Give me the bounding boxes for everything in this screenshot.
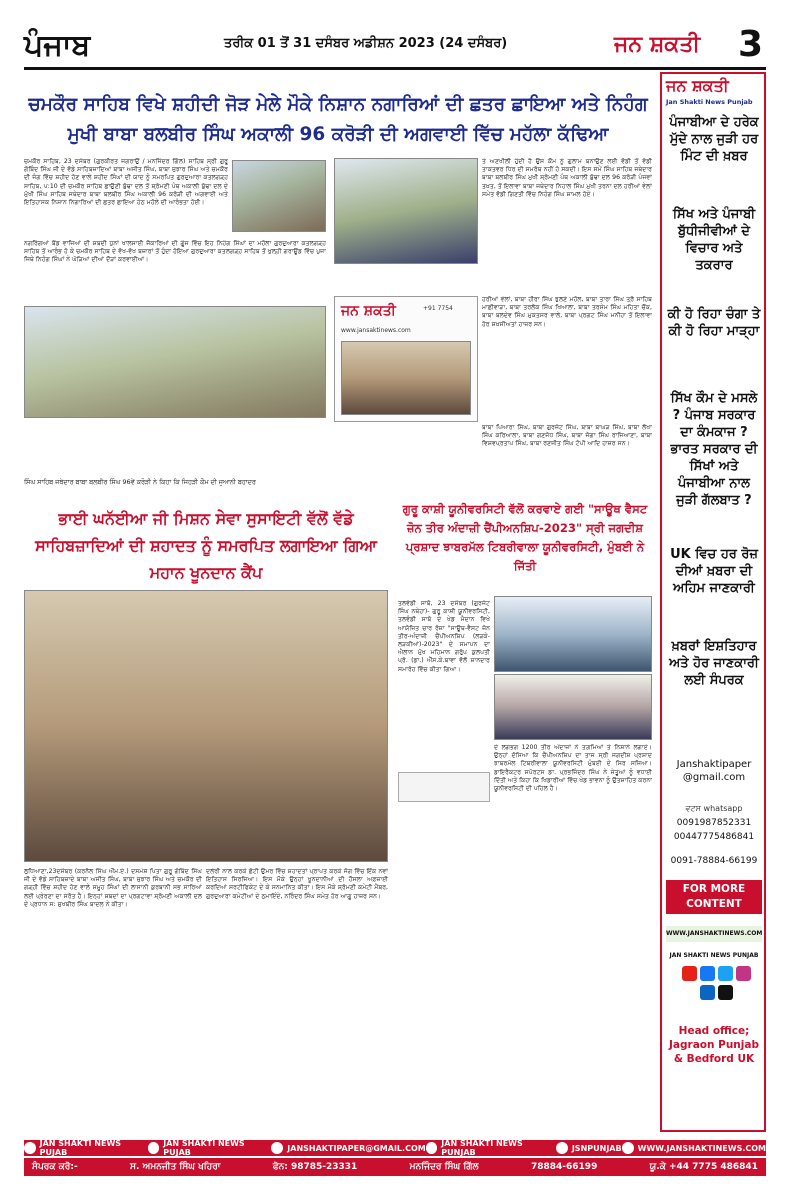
mail-icon bbox=[271, 1142, 283, 1154]
footer-item-4[interactable]: JAN SHAKTI NEWS PUNJAB bbox=[426, 1139, 556, 1157]
facebook-icon[interactable] bbox=[700, 966, 715, 981]
sidebar-block-4: ਸਿੱਖ ਕੌਮ ਦੇ ਮਸਲੇ ? ਪੰਜਾਬ ਸਰਕਾਰ ਦਾ ਕੰਮਕਾਜ ? ਭਾਰਤ ਸਰਕਾਰ ਦੀ ਸਿੱਖਾਂ ਅਤੇ ਪੰਜਾਬੀਆ ਨਾਲ ਜੁੜੀ ਗੱਲਬਾਤ ? bbox=[670, 391, 758, 508]
sidebar bbox=[660, 72, 766, 1132]
ad-photo bbox=[341, 341, 471, 415]
article1-photo-nihang bbox=[334, 158, 478, 264]
sidebar-email[interactable]: Janshaktipaper @gmail.com bbox=[676, 759, 752, 783]
article1-col2c: ਬਾਬਾ ਪਿਆਰਾ ਸਿੰਘ, ਬਾਬਾ ਗੁਰਜੰਟ ਸਿੰਘ, ਬਾਬਾ ਬਾਘੜ ਸਿੰਘ, ਬਾਬਾ ਲੱਖਾ ਸਿੰਘ ਕਰਿਆਲਾ, ਬਾਬਾ ਗਣਜੋਧ ਸਿੰਘ, ਬਾਬਾ ਜੋਗਾ ਸਿੰਘ ਰਾਜਿਆਣਾ, ਬਾਬਾ ਵਿਸ਼ਵਪ੍ਰਤਾਪ ਸਿੰਘ, ਬਾਬਾ ਰਣਜੀਤ ਸਿੰਘ ਟੱਪੀ ਆਦਿ ਹਾਜ਼ਰ ਸਨ। bbox=[482, 424, 652, 448]
footer-editor: ਸ. ਅਮਨਜੀਤ ਸਿੰਘ ਖਹਿਰਾ bbox=[130, 1162, 221, 1172]
sidebar-phone-2: 00447775486841 bbox=[673, 832, 755, 842]
sidebar-more-content[interactable]: FOR MORE CONTENT bbox=[666, 880, 762, 914]
masthead bbox=[24, 24, 766, 70]
ad-url: www.jansaktinews.com bbox=[341, 327, 411, 334]
footer-item-2[interactable]: JAN SHAKTI NEWS PUJAB bbox=[148, 1139, 272, 1157]
page-number: 3 bbox=[738, 24, 764, 65]
article1-headline: ਚਮਕੌਰ ਸਾਹਿਬ ਵਿਖੇ ਸ਼ਹੀਦੀ ਜੋੜ ਮੇਲੇ ਮੌਕੇ ਨਿਸ਼ਾਨ ਨਗਾਰਿਆਂ ਦੀ ਛਤਰ ਛਾਇਆ ਅਤੇ ਨਿਹੰਗ ਮੁਖੀ ਬਾਬਾ ਬਲਬੀਰ ਸਿੰਘ ਅਕਾਲੀ 96 ਕਰੋੜੀ ਦੀ ਅਗਵਾਈ ਵਿੱਚ ਮਹੱਲਾ ਕੱਢਿਆ bbox=[28, 94, 648, 145]
footer-phone-in-2: 78884-66199 bbox=[530, 1162, 598, 1172]
sidebar-social-icons bbox=[676, 966, 756, 1000]
sidebar-head-office: Head office; Jagraon Punjab & Bedford UK bbox=[669, 1025, 759, 1065]
article2-photo-camp bbox=[24, 590, 388, 862]
article1-col2: ਤੇ ਅਣਖੀਲੀ ਹੁੰਦੀ ਹੈ ਉਸ ਕੌਮ ਨੂੰ ਗੁਲਾਮ ਬਨਾਉਣ ਲਈ ਵੱਡੀ ਤੋਂ ਵੱਡੀ ਤਾਕਤਵਰ ਧਿਰ ਦੀ ਸਮਰੱਥ ਨਹੀਂ ਹੋ ਸਕਦੀ। ਇਸ ਸਮੇਂ ਸਿੰਘ ਸਾਹਿਬ ਜਥੇਦਾਰ ਬਾਬਾ ਬਲਬੀਰ ਸਿੰਘ ਮੁਖੀ ਸ਼੍ਰੋਮਣੀ ਪੰਥ ਅਕਾਲੀ ਬੁੱਢਾ ਦਲ 96 ਕਰੋੜੀ ਪੰਜਵਾਂ ਤਖ਼ਤ, ਤੋਂ ਇਲਾਵਾ ਬਾਬਾ ਜਥੇਦਾਰ ਨਿਹਾਲ ਸਿੰਘ ਮੁਖੀ ਤਰਨਾ ਦਲ ਹਰੀਆਂ ਵੇਲਾਂ ਸਮੇਤ ਵੱਡੀ ਗਿਣਤੀ ਵਿੱਚ ਨਿਹੰਗ ਸਿੰਘ ਸ਼ਾਮਲ ਹੋਏ। bbox=[482, 158, 652, 198]
sidebar-block-1: ਪੰਜਾਬੀਆ ਦੇ ਹਰੇਕ ਮੁੱਦੇ ਨਾਲ ਜੁੜੀ ਹਰ ਮਿੰਟ ਦੀ ਖ਼ਬਰ bbox=[669, 115, 759, 164]
instagram-icon bbox=[426, 1142, 438, 1154]
footer-bar bbox=[24, 1140, 766, 1156]
article3-headline: ਗੁਰੂ ਕਾਸ਼ੀ ਯੂਨੀਵਰਸਿਟੀ ਵੱਲੋਂ ਕਰਵਾਏ ਗਈ "ਸਾਊਥ ਵੈਸਟ ਜ਼ੋਨ ਤੀਰ ਅੰਦਾਜ਼ੀ ਚੈਂਪੀਅਨਸ਼ਿਪ-2023" ਸ੍ਰੀ ਜਗਦੀਸ਼ ਪ੍ਰਸ਼ਾਦ ਝਾਬਰਮੱਲ ਟਿਬਰੀਵਾਲਾ ਯੂਨੀਵਰਸਿਟੀ, ਮੁੰਬਈ ਨੇ ਜਿੱਤੀ bbox=[402, 502, 648, 573]
date-line: ਤਰੀਕ 01 ਤੋਂ 31 ਦਸੰਬਰ ਅਡੀਸ਼ਨ 2023 (24 ਦਸੰਬਰ) bbox=[224, 36, 508, 51]
article1-col2b: ਹਰੀਆਂ ਵੇਲਾਂ, ਬਾਬਾ ਹੀਰਾ ਸਿੰਘ ਝੁਲਣੇ ਮਹੱਲ, ਬਾਬਾ ਤਾਰਾ ਸਿੰਘ ਤ੍ਰੈ ਸਾਹਿਬ ਮਾਛੀਵਾੜਾ, ਬਾਬਾ ਤਰਲੋਕ ਸਿੰਘ ਖਿਆਲਾ, ਬਾਬਾ ਤਰਸੇਮ ਸਿੰਘ ਮਹਿਤਾ ਚੌਂਕ, ਬਾਬਾ ਬਲਦੇਵ ਸਿੰਘ ਮੁਕਤਸਰ ਵਾਲੇ, ਬਾਬਾ ਪ੍ਰਗਟ ਸਿੰਘ ਮਨੀਹਾ ਤੋਂ ਇਲਾਵਾ ਹੋਰ ਸ਼ਖ਼ਸੀਅਤਾਂ ਹਾਜ਼ਰ ਸਨ। bbox=[482, 296, 652, 328]
sidebar-phone-3: 0091-78884-66199 bbox=[670, 856, 758, 866]
footer-phone-in: ਫੋਨ: 98785-23331 bbox=[272, 1162, 358, 1172]
sidebar-brand-sub: Jan Shakti News Punjab bbox=[666, 98, 753, 106]
footer-item-6[interactable]: WWW.JANSHAKTINEWS.COM bbox=[622, 1142, 766, 1154]
section-name: ਪੰਜਾਬ bbox=[24, 28, 91, 63]
article3-col2: ਦੇ ਲਗਭਗ 1200 ਤੀਰ ਅੰਦਾਜ਼ਾਂ ਨੇ ਤਗ਼ਮਿਆਂ ਤੇ ਨਿਸ਼ਾਨੇ ਲਗਾਏ। ਉਨ੍ਹਾਂ ਦੱਸਿਆ ਕਿ ਚੈਂਪੀਅਨਸ਼ਿਪ ਦਾ ਤਾਜ ਸ੍ਰੀ ਜਗਦੀਸ਼ ਪ੍ਰਸ਼ਾਦ ਝਾਬਰਮੱਲ ਟਿਬਰੀਵਾਲਾ ਯੂਨੀਵਰਸਿਟੀ ਮੁੰਬਈ ਦੇ ਸਿਰ ਸਜਿਆ। ਡਾਇਰੈਕਟਰ ਸਪੋਰਟਸ ਡਾ. ਪ੍ਰਭਜਿੰਦਰ ਸਿੰਘ ਨੇ ਜੇਤੂਆਂ ਨੂੰ ਵਧਾਈ ਦਿੱਤੀ ਅਤੇ ਕਿਹਾ ਕਿ ਖਿਡਾਰੀਆਂ ਵਿੱਚ ਖੇਡ ਭਾਵਨਾ ਨੂੰ ਉਤਸ਼ਾਹਿਤ ਕਰਨਾ ਯੂਨੀਵਰਸਿਟੀ ਦੀ ਪਹਿਲ ਹੈ। bbox=[494, 744, 652, 793]
sidebar-phone-1: 0091987852331 bbox=[676, 818, 752, 828]
article1-photo-horses bbox=[24, 306, 326, 418]
sidebar-block-6: ਖ਼ਬਰਾਂ ਇਸ਼ਤਿਹਾਰ ਅਤੇ ਹੋਰ ਜਾਣਕਾਰੀ ਲਈ ਸੰਪਰਕ bbox=[669, 639, 759, 688]
article1-ad-box[interactable] bbox=[334, 296, 478, 422]
article1-col1b: ਨਗਰਿੰਗਆਂ ਬੈਂਡ ਵਾਜਿਆਂ ਦੀ ਸ਼ਬਦੀ ਧੁਨਾਂ ਖਾਲਸਾਈ ਜੈਕਾਰਿਆਂ ਦੀ ਗੂੰਜ ਵਿੱਚ ਇਹ ਨਿਹੰਗ ਸਿੰਘਾਂ ਦਾ ਮਹੱਲਾ ਗੁਰਦੁਆਰਾ ਕਤਲਗੜ੍ਹ ਸਾਹਿਬ ਤੋਂ ਆਰੰਭ ਹੋ ਕੇ ਚਮਕੌਰ ਸਾਹਿਬ ਦੇ ਵੱਖ-ਵੱਖ ਬਜ਼ਾਰਾਂ ਤੋਂ ਹੁੰਦਾ ਹੋਇਆ ਗੁਰਦੁਆਰਾ ਕਤਲਗੜ੍ਹ ਸਾਹਿਬ ਤੋਂ ਖੁਲ੍ਹੀ ਗਰਾਊਂਡ ਵਿੱਚ ਪੁਜਾ ਜਿਥੇ ਨਿਹੰਗ ਸਿੰਘਾਂ ਨੇ ਘੋੜਿਆਂ ਦੀਆਂ ਦੌੜਾਂ ਕਰਵਾਈਆਂ। bbox=[24, 240, 326, 264]
footer-item-1[interactable]: JAN SHAKTI NEWS PUJAB bbox=[24, 1139, 148, 1157]
footer-phone-uk: ਯੂ.ਕੇ +44 7775 486841 bbox=[649, 1162, 758, 1172]
article1-col1: ਚਮਕੌਰ ਸਾਹਿਬ, 23 ਦਸੰਬਰ (ਗੁਰਕੀਰਤ ਜਗਰਾਉਂ / ਮਨਜਿੰਦਰ ਗਿੱਲ) ਸਾਹਿਬ ਸ੍ਰੀ ਗੁਰੂ ਗੋਬਿੰਦ ਸਿੰਘ ਜੀ ਦੇ ਵੱਡੇ ਸਾਹਿਬਜ਼ਾਦਿਆਂ ਬਾਬਾ ਅਜੀਤ ਸਿੰਘ, ਬਾਬਾ ਜੁਝਾਰ ਸਿੰਘ ਅਤੇ ਚਮਕੌਰ ਦੀ ਜੰਗ ਵਿੱਚ ਸ਼ਹੀਦ ਹੋਣ ਵਾਲੇ ਸ਼ਹੀਦ ਸਿੰਘਾਂ ਦੀ ਯਾਦ ਨੂੰ ਸਮਰਪਿਤ ਗੁਰਦੁਆਰਾ ਕਤਲਗੜ੍ਹ ਸਾਹਿਬ, ਪ:10 ਦੀ ਚਮਕੌਰ ਸਾਹਿਬ ਛਾਉਣੀ ਬੁੱਢਾ ਦਲ ਤੋਂ ਸ਼੍ਰੋਮਣੀ ਪੰਥ ਅਕਾਲੀ ਬੁੱਢਾ ਦਲ ਦੇ ਮੁੱਖੀ ਸਿੰਘ ਸਾਹਿਬ ਜਥੇਦਾਰ ਬਾਬਾ ਬਲਬੀਰ ਸਿੰਘ ਅਕਾਲੀ 96 ਕਰੋੜੀ ਦੀ ਅਗਵਾਈ ਅਤੇ ਇਤਿਹਾਸਕ ਨਿਸ਼ਾਨ ਨਿਗਾਰਿਆਂ ਦੀ ਛਤਰ ਛਾਇਆ ਹੇਠ ਮਹੱਲੇ ਦੀ ਆਰੰਭਤਾ ਹੋਈ। bbox=[24, 158, 228, 207]
footer-editor-2: ਮਨਜਿੰਦਰ ਸਿੰਘ ਗਿੱਲ bbox=[409, 1162, 479, 1172]
sidebar-block-2: ਸਿੱਖ ਅਤੇ ਪੰਜਾਬੀ ਬੁੱਧੀਜੀਵੀਆਂ ਦੇ ਵਿਚਾਰ ਅਤੇ ਤਕਰਾਰ bbox=[672, 207, 756, 273]
ad-brand: ਜਨ ਸ਼ਕਤੀ bbox=[341, 303, 396, 319]
sidebar-social-brand: JAN SHAKTI NEWS PUNJAB bbox=[669, 952, 759, 959]
footer-item-5[interactable]: JSNPUNJAB bbox=[556, 1142, 622, 1154]
youtube-icon bbox=[148, 1142, 160, 1154]
article2-headline: ਭਾਈ ਘਨੱਈਆ ਜੀ ਮਿਸ਼ਨ ਸੇਵਾ ਸੁਸਾਇਟੀ ਵੱਲੋਂ ਵੱਡੇ ਸਾਹਿਬਜ਼ਾਦਿਆਂ ਦੀ ਸ਼ਹਾਦਤ ਨੂੰ ਸਮਰਪਿਤ ਲਗਾਇਆ ਗਿਆ ਮਹਾਨ ਖੂਨਦਾਨ ਕੈਂਪ bbox=[35, 509, 377, 582]
sidebar-block-3: ਕੀ ਹੋ ਰਿਹਾ ਚੰਗਾ ਤੇ ਕੀ ਹੋ ਰਿਹਾ ਮਾੜ੍ਹਾ bbox=[667, 307, 761, 339]
article3-photo-team2 bbox=[494, 674, 652, 740]
footer-contact-bar bbox=[24, 1158, 766, 1176]
article1-footer-line: ਸਿੰਘ ਸਾਹਿਬ ਜਥੇਦਾਰ ਬਾਬਾ ਬਲਬੀਰ ਸਿੰਘ 96ਵੇਂ ਕਰੋੜੀ ਨੇ ਕਿਹਾ ਕਿ ਜਿਹੜੀ ਕੌਮ ਦੀ ਜੁਆਨੀ ਬਹਾਦਰ bbox=[24, 478, 256, 486]
facebook-icon bbox=[24, 1142, 36, 1154]
article1-photo-procession bbox=[232, 160, 326, 232]
footer-contact-label: ਸੰਪਰਕ ਕਰੋ:- bbox=[32, 1162, 78, 1172]
article2-col1: ਲੁਧਿਆਣਾ,23ਦਸੰਬਰ (ਕਰਨੈਲ ਸਿੰਘ ਐੱਮ.ਏ.) ਦਸਮੇਸ਼ ਪਿਤਾ ਗੁਰੂ ਗੋਬਿੰਦ ਸਿੰਘ ਜੀ ਦੇ ਵੱਡੇ ਸਾਹਿਬਜ਼ਾਦੇ ਬਾਬਾ ਅਜੀਤ ਸਿੰਘ, ਬਾਬਾ ਜੁਝਾਰ ਸਿੰਘ ਅਤੇ ਚਮਕੌਰ ਦੀ ਗੜ੍ਹੀ ਵਿੱਚ ਸ਼ਹੀਦ ਹੋਣ ਵਾਲੇ ਸਮੂਹ ਸਿੰਘਾਂ ਦੀ ਲਾਸਾਨੀ ਕੁਰਬਾਨੀ ਸਭ ਸਾਰਿਆਂ ਲਈ ਪ੍ਰੇਰਣਾ ਦਾ ਸਰੋਤ ਹੈ। ਇਨ੍ਹਾਂ ਸ਼ਬਦਾਂ ਦਾ ਪ੍ਰਗਟਾਵਾ ਸ਼੍ਰੋਮਣੀ ਅਕਾਲੀ ਦਲ ਦੇ ਪ੍ਰਧਾਨ ਸ: ਸੁਖਬੀਰ ਸਿੰਘ ਬਾਦਲ ਨੇ ਕੀਤਾ। bbox=[24, 868, 202, 908]
tiktok-icon[interactable] bbox=[718, 985, 733, 1000]
ad-phone: +91 7754 bbox=[423, 305, 453, 312]
linkedin-icon[interactable] bbox=[700, 985, 715, 1000]
sidebar-brand: ਜਨ ਸ਼ਕਤੀ bbox=[666, 76, 729, 95]
twitter-icon[interactable] bbox=[718, 966, 733, 981]
sidebar-site[interactable]: WWW.JANSHAKTINEWS.COM bbox=[666, 926, 762, 942]
instagram-icon[interactable] bbox=[736, 966, 751, 981]
article3-ad-strip bbox=[398, 772, 490, 802]
twitter-icon bbox=[556, 1142, 568, 1154]
article2-col2: ਦਲੇਰੀ ਨਾਲ ਕਰਕੇ ਛੋਟੀ ਉਮਰ ਵਿੱਚ ਸ਼ਹਾਦਤਾਂ ਪ੍ਰਾਪਤ ਕਰਕੇ ਜੱਗ ਵਿੱਚ ਇੱਕ ਨਵਾਂ ਇਤਿਹਾਸ ਸਿਰਜਿਆ। ਇਸ ਮੌਕੇ ਉਨ੍ਹਾਂ ਖੂਨਦਾਨੀਆਂ ਦੀ ਹੌਸਲਾ ਅਫ਼ਜ਼ਾਈ ਕਰਦਿਆਂ ਸਰਟੀਫਿਕੇਟ ਦੇ ਕੇ ਸਨਮਾਨਿਤ ਕੀਤਾ। ਇਸ ਮੌਕੇ ਸ਼੍ਰੋਮਣੀ ਕਮੇਟੀ ਮੈਂਬਰ, ਗੁਰਦੁਆਰਾ ਕਮੇਟੀਆਂ ਦੇ ਨੁਮਾਇੰਦੇ, ਨਰਿੰਦਰ ਸਿੰਘ ਸਮੇਤ ਹੋਰ ਆਗੂ ਹਾਜ਼ਰ ਸਨ। bbox=[206, 868, 388, 900]
sidebar-whatsapp-label: ਵਟਸ whatsapp bbox=[685, 804, 743, 813]
sidebar-block-5: UK ਵਿਚ ਹਰ ਰੋਜ਼ ਦੀਆਂ ਖ਼ਬਰਾ ਦੀ ਅਹਿਮ ਜਾਣਕਾਰੀ bbox=[670, 547, 758, 596]
article3-photo-team1 bbox=[494, 596, 652, 672]
article3-col1: ਤਲਵੰਡੀ ਸਾਬੋ, 23 ਦਸੰਬਰ (ਗੁਰਜੰਟ ਸਿੰਘ ਨਥੇਹਾ)- ਗੁਰੂ ਕਾਸ਼ੀ ਯੂਨੀਵਰਸਿਟੀ, ਤਲਵੰਡੀ ਸਾਬੋ ਦੇ ਖੇਡ ਮੈਦਾਨ ਵਿਖੇ ਆਯੋਜਿਤ ਚਾਰ ਰੋਜ਼ਾ "ਸਾਊਥ-ਵੈਸਟ ਜ਼ੋਨ ਤੀਰ-ਅੰਦਾਜ਼ੀ ਚੈਂਪੀਅਨਸ਼ਿਪ (ਲੜਕੇ-ਲੜਕੀਆਂ)-2023" ਦੇ ਸਮਾਪਨ ਦਾ ਐਲਾਨ ਮੁੱਖ ਮਹਿਮਾਨ ਗਰੁੱਪ ਕੁਲਪਤੀ ਪ੍ਰੋ. (ਡਾ.) ਐੱਸ.ਕੇ.ਬਾਵਾ ਵੱਲੋਂ ਸ਼ਾਨਦਾਰ ਸਮਾਰੋਹ ਵਿੱਚ ਕੀਤਾ ਗਿਆ। bbox=[398, 600, 490, 673]
footer-item-3[interactable]: JANSHAKTIPAPER@GMAIL.COM bbox=[271, 1142, 425, 1154]
youtube-icon[interactable] bbox=[682, 966, 697, 981]
masthead-brand: ਜਨ ਸ਼ਕਤੀ bbox=[614, 32, 701, 57]
globe-icon bbox=[622, 1142, 634, 1154]
